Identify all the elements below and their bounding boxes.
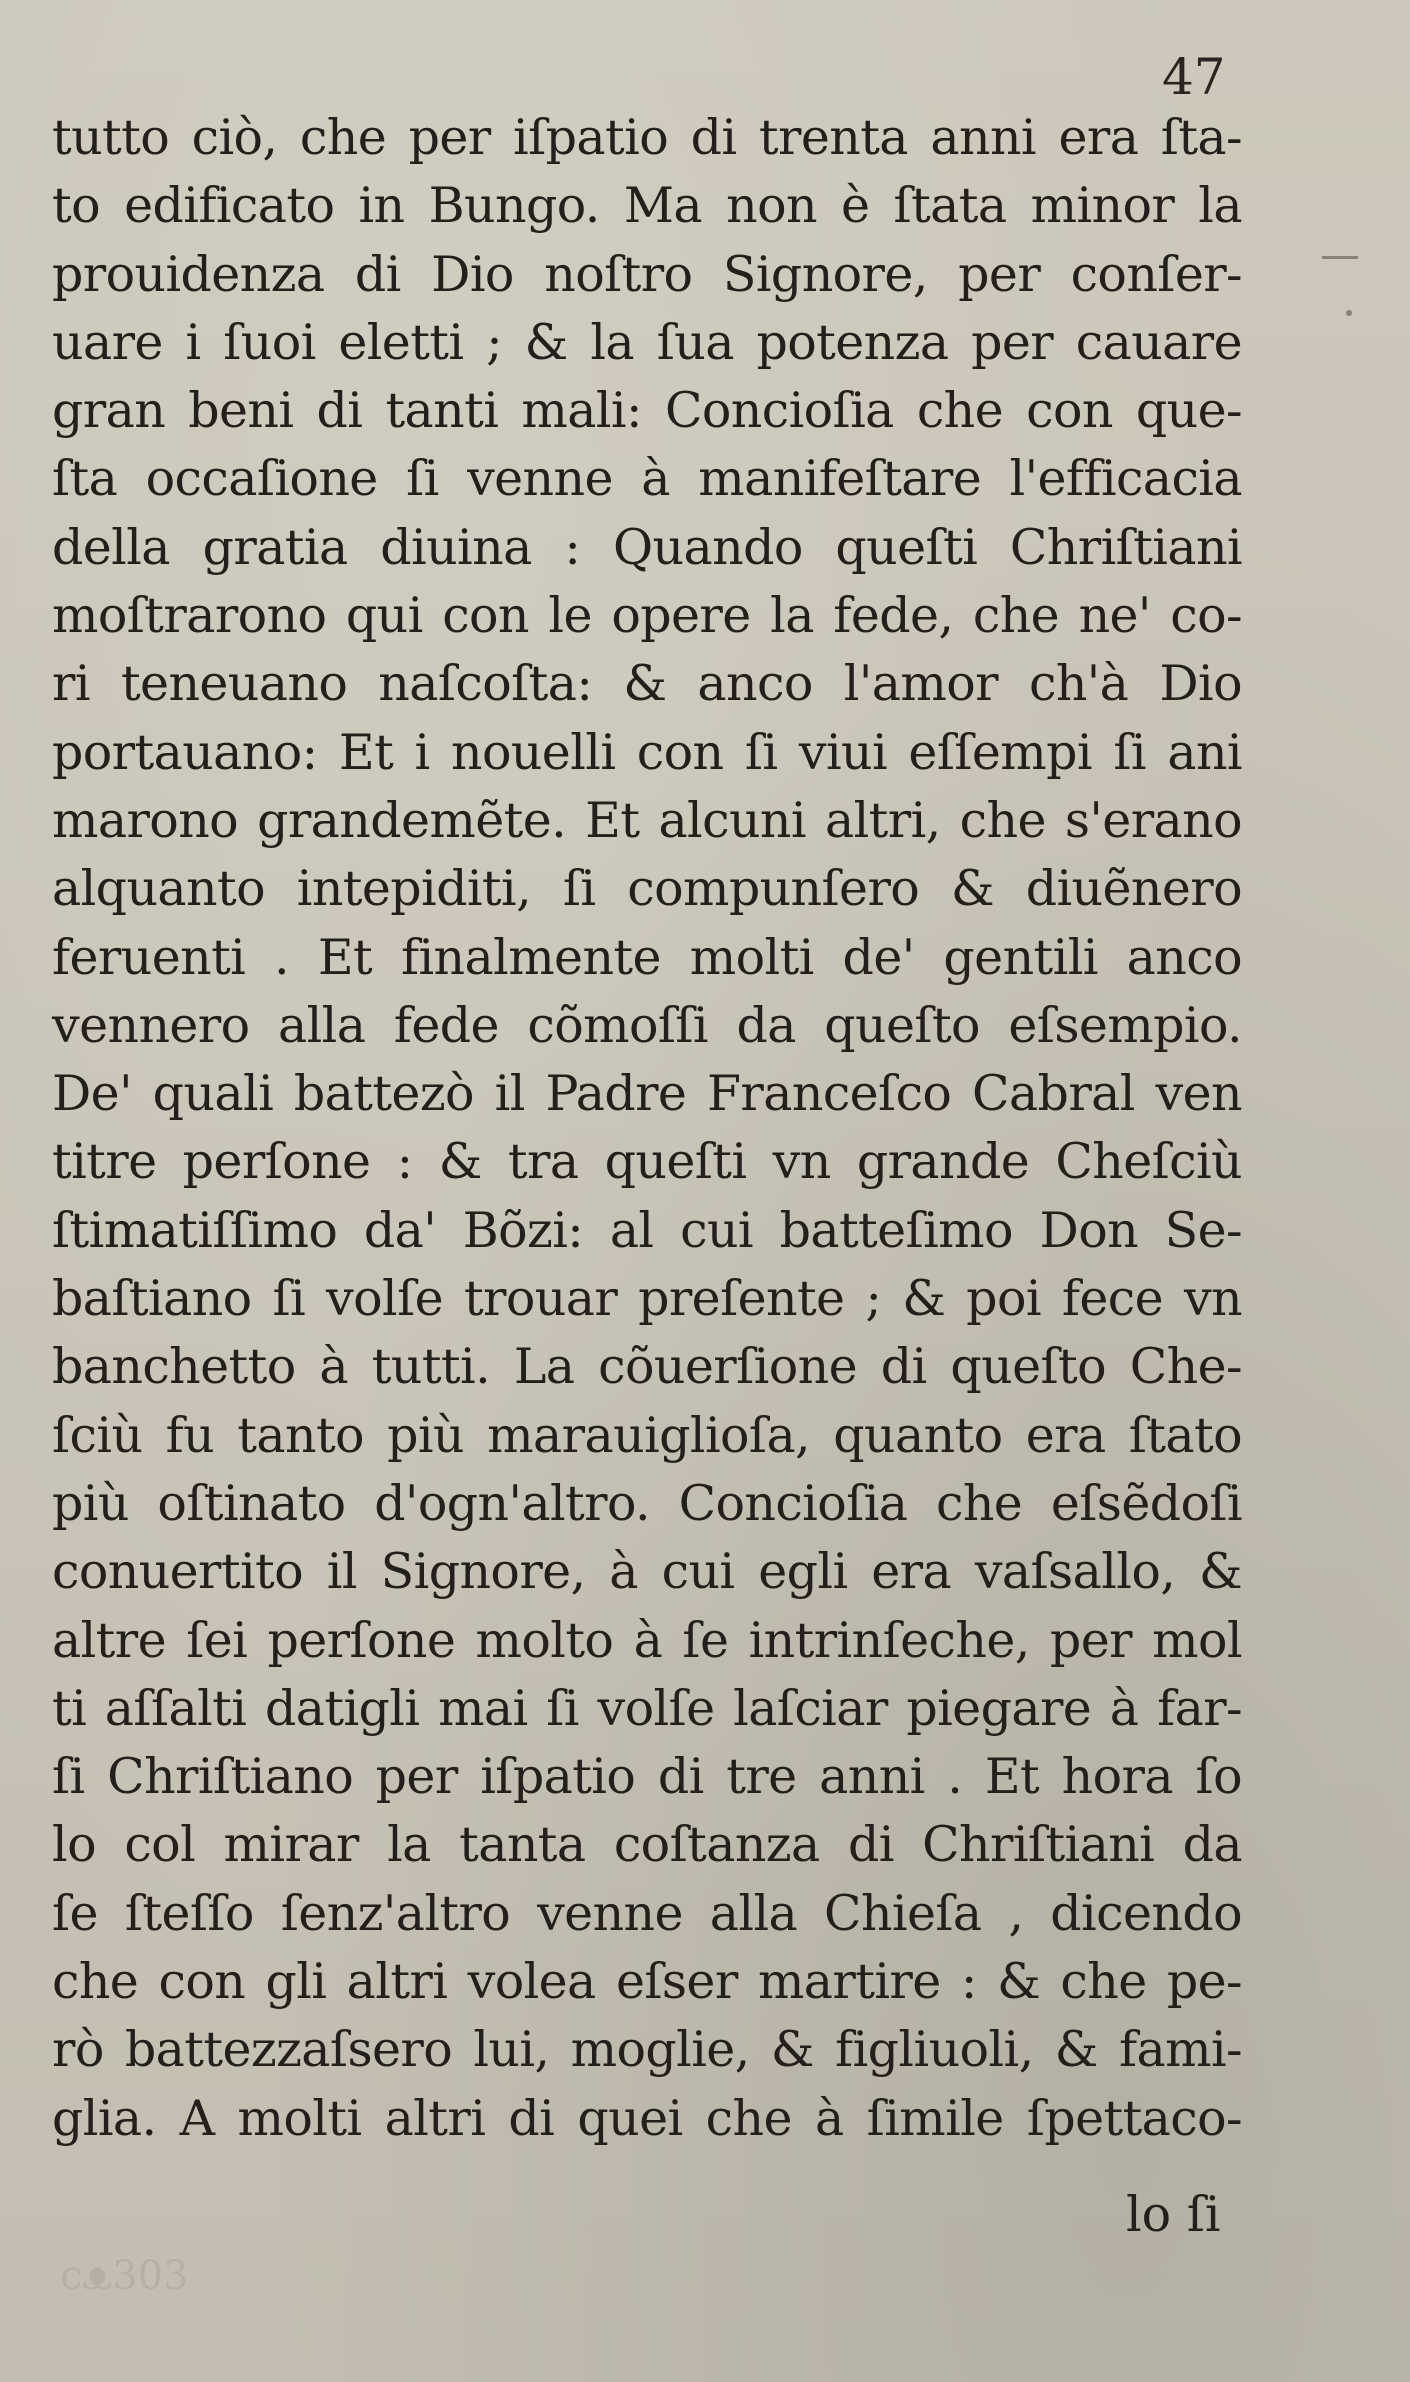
text-line: ſi Chriſtiano per iſpatio di tre anni . Et hora ſo (52, 1748, 1242, 1806)
margin-dot (1346, 310, 1352, 316)
text-line: titre perſone : & tra queſti vn grande Cheſciù (52, 1133, 1242, 1191)
text-line: tutto ciò, che per iſpatio di trenta anni era ſta- (52, 109, 1242, 166)
text-line: feruenti . Et finalmente molti de' gentili anco (52, 928, 1242, 986)
text-line: uare i ſuoi eletti ; & la ſua potenza per cauare (52, 313, 1242, 371)
text-line: baſtiano ſi volſe trouar preſente ; & poi fece vn (52, 1270, 1242, 1328)
text-line: vennero alla fede cõmoſſi da queſto eſsempio. (52, 996, 1242, 1054)
margin-mark (1322, 256, 1358, 259)
text-line: della gratia diuina : Quando queſti Chriſtiani (52, 518, 1242, 576)
text-line: che con gli altri volea eſser martire : & che pe- (52, 1953, 1242, 2011)
text-line: moſtrarono qui con le opere la fede, che ne' co- (52, 587, 1242, 645)
text-line: ſe ſteſſo ſenz'altro venne alla Chieſa , dicendo (52, 1884, 1242, 1942)
text-line: marono grandemẽte. Et alcuni altri, che s'erano (52, 791, 1242, 849)
text-line: ſciù fu tanto più marauiglioſa, quanto era ſtato (52, 1406, 1242, 1464)
body-text (52, 104, 1242, 2153)
catchword: lo ſi (1126, 2186, 1221, 2243)
text-line: De' quali battezò il Padre Franceſco Cabral ven (52, 1065, 1242, 1123)
text-line: gran beni di tanti mali: Concioſia che con que- (52, 382, 1242, 440)
text-line: lo col mirar la tanta coſtanza di Chriſtiani da (52, 1816, 1242, 1874)
text-line: to edificato in Bungo. Ma non è ſtata minor la (52, 177, 1242, 235)
text-line: ti aſſalti datigli mai ſi volſe laſciar piegare à far- (52, 1679, 1242, 1737)
text-line: ri teneuano naſcoſta: & anco l'amor ch'à Dio (52, 655, 1242, 713)
text-line: prouidenza di Dio noſtro Signore, per conſer- (52, 245, 1242, 303)
text-line: conuertito il Signore, à cui egli era vaſsallo, & (52, 1543, 1242, 1601)
text-line: banchetto à tutti. La cõuerſione di queſto Che- (52, 1338, 1242, 1396)
text-line: portauano: Et i nouelli con ſi viui eſſempi ſi ani (52, 723, 1242, 781)
bleed-through-text: cᴥ303 (60, 2253, 189, 2299)
text-line: altre ſei perſone molto à ſe intrinſeche, per mol (52, 1611, 1242, 1669)
text-line: rò battezzaſsero lui, moglie, & figliuoli, & fami- (52, 2021, 1242, 2079)
page-number: 47 (1162, 48, 1226, 106)
text-line: ſtimatiſſimo da' Bõzi: al cui batteſimo Don Se- (52, 1201, 1242, 1259)
text-line: ſta occaſione ſi venne à manifeſtare l'efficacia (52, 450, 1242, 508)
text-line: alquanto intepiditi, ſi compunſero & diuẽnero (52, 860, 1242, 918)
text-line: glia. A molti altri di quei che à ſimile ſpettaco- (52, 2089, 1242, 2147)
text-line: più oſtinato d'ogn'altro. Concioſia che eſsẽdoſi (52, 1474, 1242, 1532)
